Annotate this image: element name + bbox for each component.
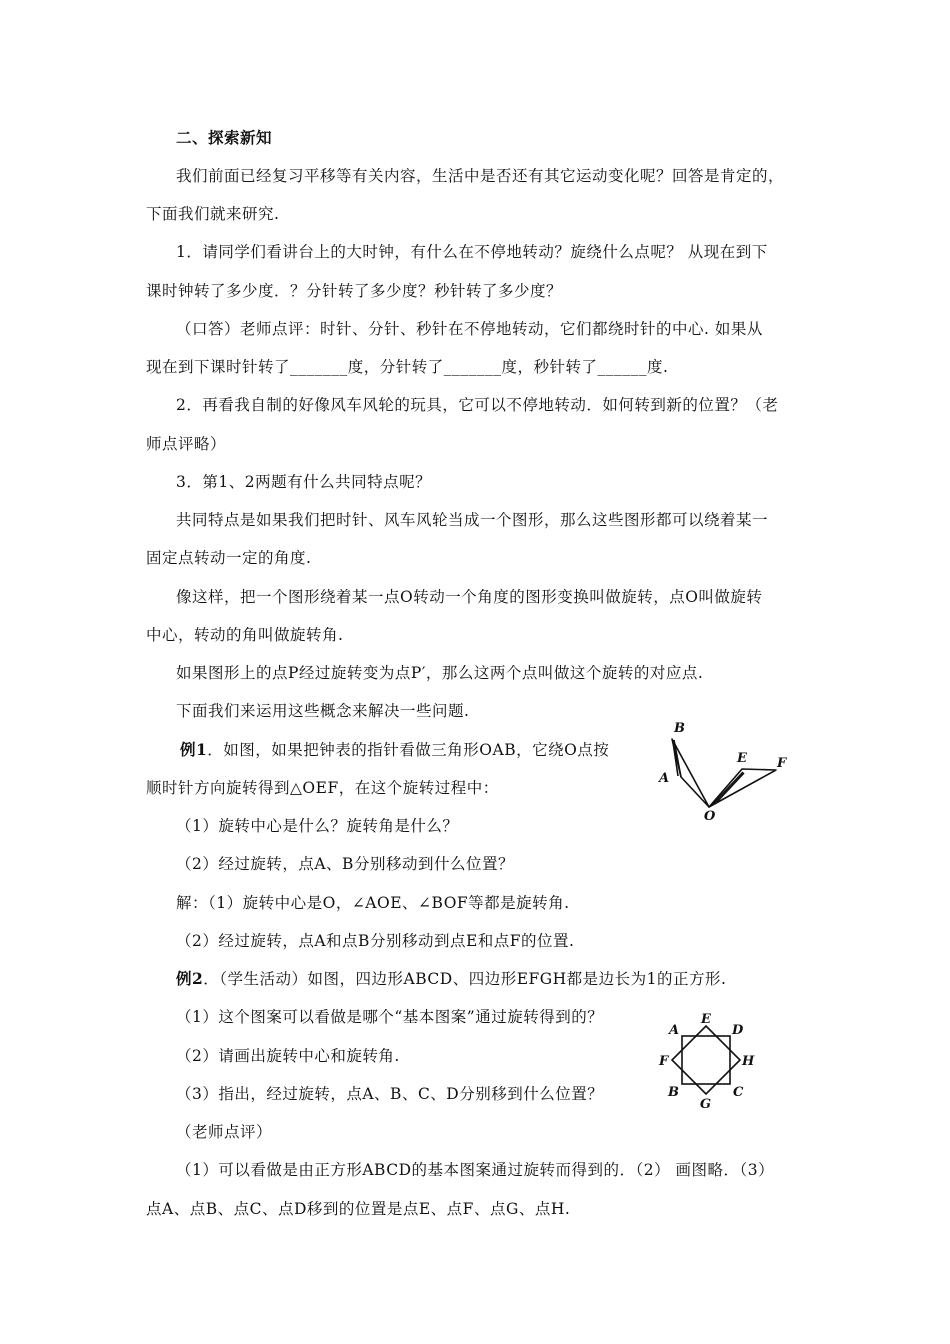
- example2-question2: （2）请画出旋转中心和旋转角.: [176, 1047, 400, 1065]
- label-h: H: [742, 1054, 755, 1069]
- paragraph-line: 中心，转动的角叫做旋转角.: [146, 626, 344, 644]
- paragraph-line: （口答）老师点评：时针、分针、秒针在不停地转动，它们都绕时针的中心. 如果从: [176, 320, 763, 338]
- label-b: B: [668, 1085, 679, 1100]
- example1-answer2: （2）经过旋转，点A和点B分别移动到点E和点F的位置.: [176, 932, 575, 950]
- paragraph-line: 师点评略）: [146, 435, 227, 453]
- label-e: E: [701, 1012, 711, 1027]
- example1-line2: 顺时针方向旋转得到△OEF，在这个旋转过程中：: [146, 779, 499, 797]
- section-heading: 二、探索新知: [176, 128, 273, 147]
- example2-text: ．（学生活动）如图，四边形ABCD、四边形EFGH都是边长为1的正方形.: [203, 970, 727, 988]
- label-a: A: [669, 1023, 680, 1038]
- example2-comment: （老师点评）: [176, 1123, 273, 1141]
- example1-answer1: 解：（1）旋转中心是O，∠AOE、∠BOF等都是旋转角.: [176, 894, 570, 912]
- label-e: E: [737, 751, 747, 766]
- example2-figure: [655, 1010, 765, 1110]
- example2-answer1: （1）可以看做是由正方形ABCD的基本图案通过旋转而得到的．（2） 画图略．（3）: [176, 1161, 775, 1179]
- example1-figure: [650, 712, 800, 824]
- label-o: O: [704, 809, 716, 824]
- paragraph-line: 我们前面已经复习平移等有关内容，生活中是否还有其它运动变化呢？回答是肯定的，: [176, 167, 785, 185]
- paragraph-line: 如果图形上的点P经过旋转变为点P′，那么这两个点叫做这个旋转的对应点.: [176, 664, 704, 682]
- label-g: G: [700, 1097, 712, 1110]
- paragraph-line: 1．请同学们看讲台上的大时钟，有什么在不停地转动？旋绕什么点呢？ 从现在到下: [176, 243, 768, 261]
- label-c: C: [733, 1085, 744, 1100]
- example2-label: 例2: [176, 969, 204, 988]
- example1-label: 例1: [180, 740, 208, 759]
- paragraph-line: 固定点转动一定的角度.: [146, 549, 312, 567]
- example1-line1: [180, 740, 609, 760]
- paragraph-line: 现在到下课时针转了_______度，分针转了_______度，秒针转了______度.: [146, 358, 669, 376]
- label-d: D: [732, 1023, 744, 1038]
- paragraph-line: 共同特点是如果我们把时针、风车风轮当成一个图形，那么这些图形都可以绕着某一: [176, 511, 769, 529]
- paragraph-line: 下面我们来运用这些概念来解决一些问题.: [176, 702, 470, 720]
- label-f: F: [777, 756, 787, 771]
- example2-line1: [176, 969, 726, 989]
- example2-answer2: 点A、点B、点C、点D移到的位置是点E、点F、点G、点H.: [146, 1200, 571, 1218]
- example1-text: ．如图，如果把钟表的指针看做三角形OAB，它绕O点按: [207, 741, 610, 759]
- example1-question1: （1）旋转中心是什么？旋转角是什么？: [176, 817, 459, 835]
- paragraph-line: 下面我们就来研究.: [146, 205, 280, 223]
- paragraph-line: 像这样，把一个图形绕着某一点O转动一个角度的图形变换叫做旋转，点O叫做旋转: [176, 588, 763, 606]
- paragraph-line: 2．再看我自制的好像风车风轮的玩具，它可以不停地转动．如何转到新的位置？（老: [176, 396, 779, 414]
- example1-question2: （2）经过旋转，点A、B分别移动到什么位置？: [176, 855, 514, 873]
- paragraph-line: 3．第1、2两题有什么共同特点呢？: [176, 473, 432, 491]
- label-b: B: [674, 721, 685, 736]
- example2-question1: （1）这个图案可以看做是哪个“基本图案”通过旋转得到的？: [176, 1008, 604, 1026]
- paragraph-line: 课时钟转了多少度．？分针转了多少度？秒针转了多少度？: [146, 282, 563, 300]
- label-a: A: [659, 771, 670, 786]
- example2-question3: （3）指出，经过旋转，点A、B、C、D分别移到什么位置？: [176, 1085, 604, 1103]
- label-f: F: [659, 1054, 669, 1069]
